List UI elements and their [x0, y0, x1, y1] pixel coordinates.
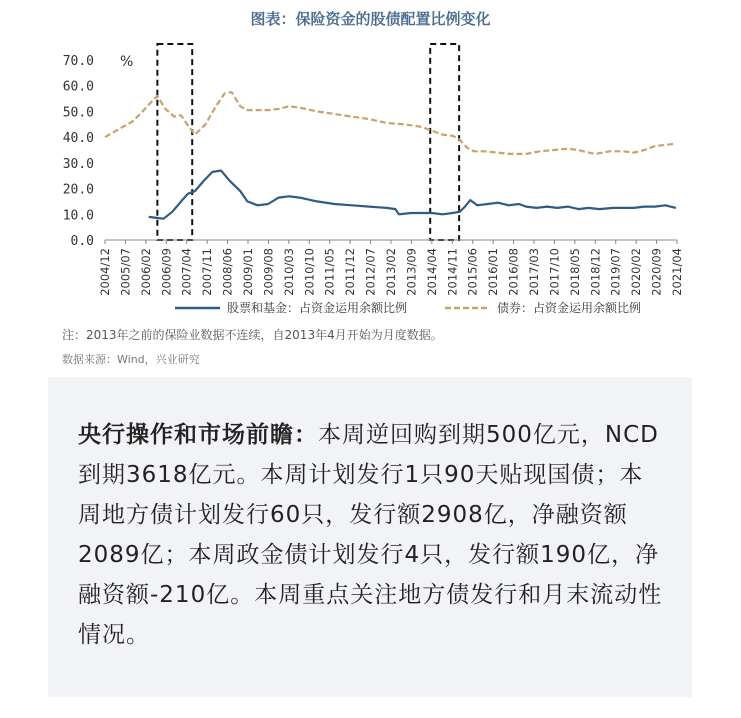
x-tick-label: 2011/05	[322, 248, 337, 296]
y-axis-ticks	[63, 54, 94, 249]
x-tick-label: 2009/01	[241, 248, 255, 296]
chart-title: 图表：保险资金的股债配置比例变化	[250, 10, 491, 28]
x-tick-label: 2009/08	[261, 248, 276, 296]
y-tick-label: 40.0	[62, 131, 94, 147]
x-tick-label: 2007/04	[179, 248, 194, 296]
y-tick-label: 60.0	[62, 79, 94, 95]
paragraph-body: 本周逆回购到期500亿元，NCD到期3618亿元。本周计划发行1只90天贴现国债；本周地方债计划发行60只，发行额2908亿，净融资额2089亿；本周政金债计划发行4只，发行额190亿，净融资额-210亿。本周重点关注地方债发行和月末流动性情况。	[78, 422, 663, 648]
x-tick-label: 2011/12	[343, 248, 358, 296]
x-tick-label: 2021/04	[670, 248, 684, 296]
highlight-box	[430, 44, 459, 240]
x-tick-label: 2008/06	[220, 248, 235, 296]
x-tick-label: 2020/02	[629, 248, 644, 296]
x-tick-label: 2013/02	[384, 248, 398, 296]
x-tick-label: 2013/09	[404, 248, 419, 296]
x-tick-label: 2017/03	[527, 248, 541, 296]
highlight-boxes	[157, 44, 459, 240]
x-tick-label: 2017/10	[547, 248, 562, 296]
legend	[175, 300, 641, 315]
y-tick-label: 10.0	[62, 208, 94, 224]
series-line-equity	[149, 171, 676, 219]
x-tick-label: 2006/09	[159, 248, 174, 296]
highlight-box	[157, 44, 192, 240]
x-tick-label: 2005/07	[118, 248, 133, 296]
x-tick-label: 2014/11	[445, 248, 460, 296]
x-tick-label: 2006/02	[138, 248, 153, 296]
x-tick-label: 2018/05	[567, 248, 582, 296]
series-line-bond	[105, 92, 676, 154]
market-outlook-box	[48, 377, 692, 697]
chart-note: 注：2013年之前的保险业数据不连续，自2013年4月开始为月度数据。	[62, 328, 443, 342]
x-tick-label: 2010/03	[281, 248, 296, 296]
x-tick-label: 2019/07	[608, 248, 623, 296]
x-tick-label: 2020/09	[649, 248, 664, 296]
x-tick-label: 2014/04	[424, 248, 439, 296]
y-tick-label: 50.0	[62, 105, 94, 121]
legend-label: 股票和基金：占资金运用余额比例	[227, 301, 408, 315]
x-tick-label: 2016/08	[506, 248, 521, 296]
series-lines	[105, 92, 676, 219]
x-tick-label: 2015/06	[465, 248, 480, 296]
y-tick-label: 20.0	[62, 182, 94, 198]
y-tick-label: 30.0	[62, 156, 94, 172]
x-tick-label: 2016/01	[486, 248, 501, 296]
y-tick-label: 70.0	[62, 54, 94, 69]
x-tick-label: 2018/12	[588, 248, 603, 296]
paragraph-heading: 央行操作和市场前瞻：	[78, 422, 318, 448]
x-tick-label: 2012/07	[363, 248, 378, 296]
x-tick-label: 2007/11	[200, 248, 215, 296]
data-source: 数据来源：Wind，兴业研究	[62, 353, 200, 366]
market-outlook-paragraph	[78, 415, 666, 655]
bond-equity-line-chart	[0, 36, 741, 326]
x-axis-ticks	[98, 240, 684, 296]
legend-label: 债券：占资金运用余额比例	[497, 301, 642, 315]
x-tick-label: 2010/10	[302, 248, 317, 296]
y-unit-label: %	[120, 54, 134, 70]
x-tick-label: 2004/12	[98, 248, 112, 296]
y-tick-label: 0.0	[70, 234, 94, 249]
